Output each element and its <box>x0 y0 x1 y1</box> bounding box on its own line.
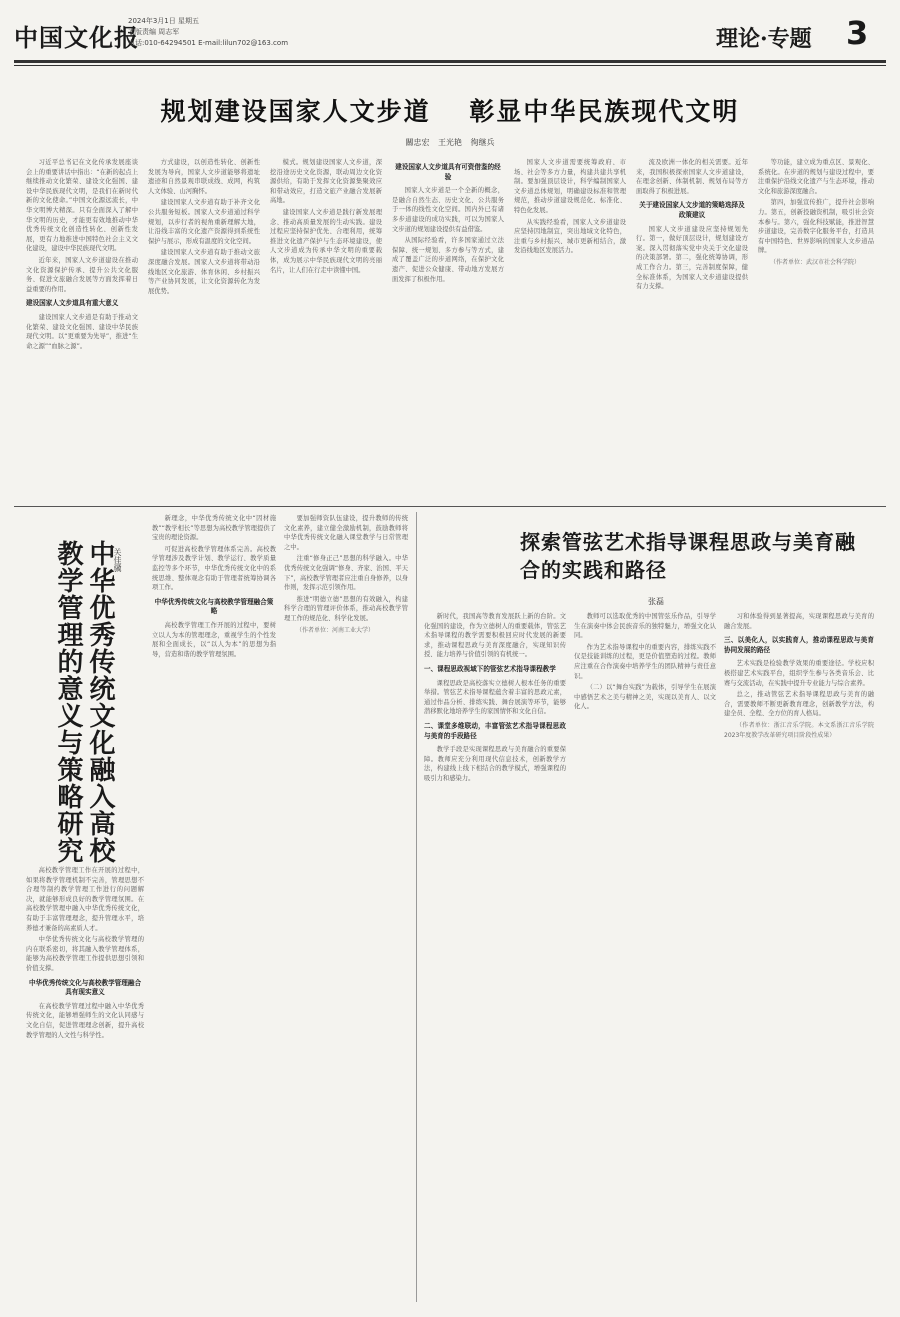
masthead-rule <box>14 60 886 63</box>
paragraph: 在高校教学管理过程中融入中华优秀传统文化，能够增强师生的文化认同感与文化自信，促进管理理念创新，提升高校教学管理的人文性与科学性。 <box>26 1002 144 1039</box>
paragraph: 总之，推动管弦艺术指导课程思政与美育的融合，需要教师不断更新教育理念，创新教学方法，构建全员、全程、全方位的育人格局。 <box>724 691 874 718</box>
paragraph: 建设国家人文步道有助于推动文旅深度融合发展。国家人文步道将带动沿线地区文化旅游、体育休闲、乡村振兴等产业协同发展，让文化资源转化为发展优势。 <box>148 249 260 295</box>
paragraph: 国家人文步道是一个全新的概念，是融合自然生态、历史文化、公共服务于一体的线性文化空间。国内外已有诸多步道建设的成功实践，可以为国家人文步道的规划建设提供有益借鉴。 <box>392 187 504 233</box>
paragraph: 国家人文步道需要统筹政府、市场、社会等多方力量，构建共建共享机制。要加强顶层设计，科学编制国家人文步道总体规划，明确建设标准和管理规范，推动步道建设规范化、标准化、特色化发展。 <box>514 159 626 214</box>
article-divider <box>14 506 886 507</box>
paragraph: 建设国家人文步道是践行新发展理念、推动高质量发展的生动实践。建设过程应坚持保护优先、合理利用，统筹推进文化遗产保护与生态环境建设，使人文步道成为传承中华文明的重要载体，成为展示中华民族现代文明的亮丽名片，让人们在行走中读懂中国。 <box>270 208 382 274</box>
article3-column-1 <box>424 612 566 1292</box>
paragraph: 教学手段是实现课程思政与美育融合的重要保障。教师应充分利用现代信息技术，创新教学方法，构建线上线下相结合的教学模式，增强课程的吸引力和感染力。 <box>424 746 566 782</box>
page-number: 3 <box>846 14 869 52</box>
contact-info: 电话:010-64294501 E-mail:lilun702@163.com <box>128 39 289 47</box>
paragraph: 作为艺术指导课程中的重要内容，排练实践不仅是技能训练的过程，更是价值塑造的过程。教师应注重在合作演奏中培养学生的团队精神与责任意识。 <box>574 643 716 680</box>
newspaper-logo: 中国文化报 <box>14 23 139 52</box>
article3-subhead-3: 三、以美化人，以实践育人，推动课程思政与美育协同发展的路径 <box>724 636 874 654</box>
paragraph: 近年来，国家人文步道建设在推动文化资源保护传承、提升公共文化服务、促进文旅融合发展等方面发挥着日益重要的作用。 <box>26 256 138 293</box>
article2-column-3 <box>284 514 408 1292</box>
paragraph: 国家人文步道建设应坚持规划先行。第一，做好顶层设计，规划建设方案。深入贯彻落实党中央关于文化建设的决策部署。第二，强化统筹协调，形成工作合力。第三，完善制度保障，健全标准体系，为国家人文步道建设提供有力支撑。 <box>636 225 748 291</box>
article2-subhead-2: 中华优秀传统文化与高校教学管理融合策略 <box>154 597 274 616</box>
article2-column-2 <box>152 514 276 1292</box>
masthead-rule-thin <box>14 65 886 66</box>
paragraph: 可促进高校教学管理体系完善。高校教学管理涉及教学计划、教学运行、教学质量监控等多个环节，中华优秀传统文化中的系统思维、整体观念有助于管理者统筹协调各项工作。 <box>152 545 276 592</box>
masthead <box>0 0 900 72</box>
article3-subhead-1: 一、课程思政视域下的管弦艺术指导课程教学 <box>424 664 556 673</box>
article1-subhead-1: 建设国家人文步道具有重大意义 <box>26 299 119 308</box>
page-editor: 本版责编 周志军 <box>128 28 180 36</box>
paragraph: 流及欧洲一体化的相关需要。近年来，我国积极探索国家人文步道建设，在理念创新、体制机制、规划布局等方面取得了积极进展。 <box>636 159 748 195</box>
article1-column-7 <box>758 158 874 500</box>
article1-column-4 <box>392 158 504 500</box>
paragraph: 高校教学管理工作开展的过程中，要树立以人为本的管理理念，重视学生的个性发展和全面成长，以“以人为本”的思想为指导，营造和谐的教学管理氛围。 <box>152 621 276 658</box>
paragraph: 艺术实践是检验教学效果的重要途径。学校应积极搭建艺术实践平台，组织学生参与各类音乐会、比赛与交流活动，在实践中提升专业能力与综合素养。 <box>724 660 874 687</box>
paragraph: 要加强师资队伍建设，提升教师的传统文化素养，建立健全激励机制，鼓励教师将中华优秀传统文化融入课堂教学与日常管理之中。 <box>284 515 408 551</box>
paragraph: 新时代，我国高等教育发展跃上新的台阶。文化强国的建设，作为立德树人的重要载体，管弦艺术指导课程的教学需要积极回应时代发展的新要求，推动课程思政与美育深度融合，实现知识传授、能力培养与价值引领的有机统一。 <box>424 613 566 659</box>
article2-byline: 关佳骥 <box>113 548 122 572</box>
article3-column-2 <box>574 612 716 1292</box>
article2-headline: 中华优秀传统文化融入高校教学管理的意义与策略研究 <box>53 540 115 864</box>
issue-meta <box>128 16 288 49</box>
article1-column-6 <box>636 158 748 500</box>
paragraph: 中华优秀传统文化与高校教学管理的内在联系密切，将其融入教学管理体系，能够为高校教学管理工作提供思想引领和价值支撑。 <box>26 936 144 972</box>
article2-author-note: （作者单位：河南工业大学） <box>296 626 375 634</box>
article3-headline: 探索管弦艺术指导课程思政与美育融合的实践和路径 <box>520 530 856 582</box>
paragraph: 教师可以选取优秀的中国管弦乐作品，引导学生在演奏中体会民族音乐的独特魅力，增强文化认同。 <box>574 613 716 640</box>
paragraph: 习和体验得到显著提高，实现课程思政与美育的融合发展。 <box>724 613 874 630</box>
article2-subhead-1: 中华优秀传统文化与高校教学管理融合具有现实意义 <box>28 978 142 997</box>
paragraph: 习近平总书记在文化传承发展座谈会上的重要讲话中指出：“在新的起点上继续推动文化繁荣、建设文化强国、建设中华民族现代文明，是我们在新时代新的文化使命。”中国文化源远流长，中华文明博大精深。只有全面深入了解中华文明的历史，才能更有效地推动中华优秀传统文化创造性转化、创新性发展，更有力地推进中国特色社会主义文化建设，建设中华民族现代文明。 <box>26 159 138 253</box>
article1-column-3 <box>270 158 382 500</box>
paragraph: 课程思政是高校落实立德树人根本任务的重要举措。管弦艺术指导课程蕴含着丰富的思政元素，通过作品分析、排练实践、舞台展演等环节，能够潜移默化地培养学生的家国情怀和文化自信。 <box>424 679 566 716</box>
article1-column-5 <box>514 158 626 500</box>
paragraph: 从实践经验看，国家人文步道建设应坚持因地制宜，突出地域文化特色，注重与乡村振兴、城市更新相结合，激发沿线地区发展活力。 <box>514 218 626 255</box>
article1-column-1 <box>26 158 138 500</box>
issue-date: 2024年3月1日 星期五 <box>128 17 199 25</box>
paragraph: 模式。规划建设国家人文步道，深挖沿途历史文化资源，联动周边文化资源供给，有助于发挥文化资源集聚效应和带动效应，打造文旅产业融合发展新高地。 <box>270 159 382 205</box>
column-divider <box>416 512 417 1302</box>
paragraph: 推进“明德立德”思想的有效融入，构建科学合理的管理评价体系，推动高校教学管理工作的规范化、科学化发展。 <box>284 595 408 622</box>
article1-headline: 规划建设国家人文步道 彰显中华民族现代文明 <box>160 97 740 126</box>
article1-column-2 <box>148 158 260 500</box>
paragraph: 新理念，中华优秀传统文化中“因材施教”“教学相长”等思想为高校教学管理提供了宝贵的理论资源。 <box>152 515 276 542</box>
article1-byline: 關忠宏 王光艳 徇继兵 <box>405 138 495 147</box>
paragraph: 建设国家人文步道有助于补齐文化公共服务短板。国家人文步道通过科学规划，以步行者的视角重新理解大地，让沿线丰富的文化遗产资源得到系统性保护与展示，形成有温度的文化空间。 <box>148 199 260 245</box>
paragraph: 方式建设，以创造性转化、创新性发展为导向，国家人文步道能够将遗址遗迹和自然景观串联成线、成网，构筑人文体验、山河胸怀。 <box>148 159 260 195</box>
article1-subhead-3: 关于建设国家人文步道的策略选择及政策建议 <box>639 201 745 219</box>
paragraph: 注重“修身正己”思想的科学融入。中华优秀传统文化强调“修身、齐家、治国、平天下”，高校教学管理者应注重自身修养，以身作则，发挥示范引领作用。 <box>284 555 408 592</box>
paragraph: 第四，加强宣传推广，提升社会影响力。第五，创新投融资机制，吸引社会资本参与。第六，强化科技赋能，推进智慧步道建设，完善数字化服务平台，打造具有中国特色、世界影响的国家人文步道品牌。 <box>758 199 874 255</box>
section-title: 理论·专题 <box>716 26 812 52</box>
article3-author-note: （作者单位：浙江音乐学院。本文系浙江音乐学院2023年度教学改革研究项目阶段性成果） <box>724 721 874 739</box>
paragraph: 从国际经验看，许多国家通过立法保障、统一规划、多方参与等方式，建成了覆盖广泛的步道网络，在保护文化遗产、促进公众健康、带动地方发展方面发挥了积极作用。 <box>392 237 504 283</box>
paragraph: 等功能，建立成为重点区、景观化、系统化。在步道的规划与建设过程中，要注重保护沿线文化遗产与生态环境，推动文化和旅游深度融合。 <box>758 159 874 195</box>
paragraph: 建设国家人文步道是有助于推动文化繁荣、建设文化强国、建设中华民族现代文明。以“更重要为先导”，推进“生命之源”“血脉之源”。 <box>26 313 138 350</box>
paragraph: （二）以“舞台实践”为载体，引导学生在展演中感悟艺术之美与精神之美，实现以美育人、以文化人。 <box>574 684 716 711</box>
article3-subhead-2: 二、课堂多维联动，丰富管弦艺术指导课程思政与美育的手段路径 <box>424 721 566 740</box>
article2-column-1 <box>26 866 144 1292</box>
article1-author-note: （作者单位：武汉市社会科学院） <box>770 258 861 266</box>
article1-subhead-2: 建设国家人文步道具有可资借鉴的经验 <box>395 163 501 181</box>
paragraph: 高校教学管理工作在开展的过程中，如果将教学管理机制不完善，管理思想不合理等制约教学管理工作进行的问题解决，就能够形成良好的教学管理氛围。在高校教学管理中融入中华优秀传统文化，有助于丰富管理理念，提升管理水平，培养德才兼备的高素质人才。 <box>26 867 144 932</box>
article3-column-3 <box>724 612 874 1292</box>
article3-byline: 张磊 <box>648 597 664 606</box>
